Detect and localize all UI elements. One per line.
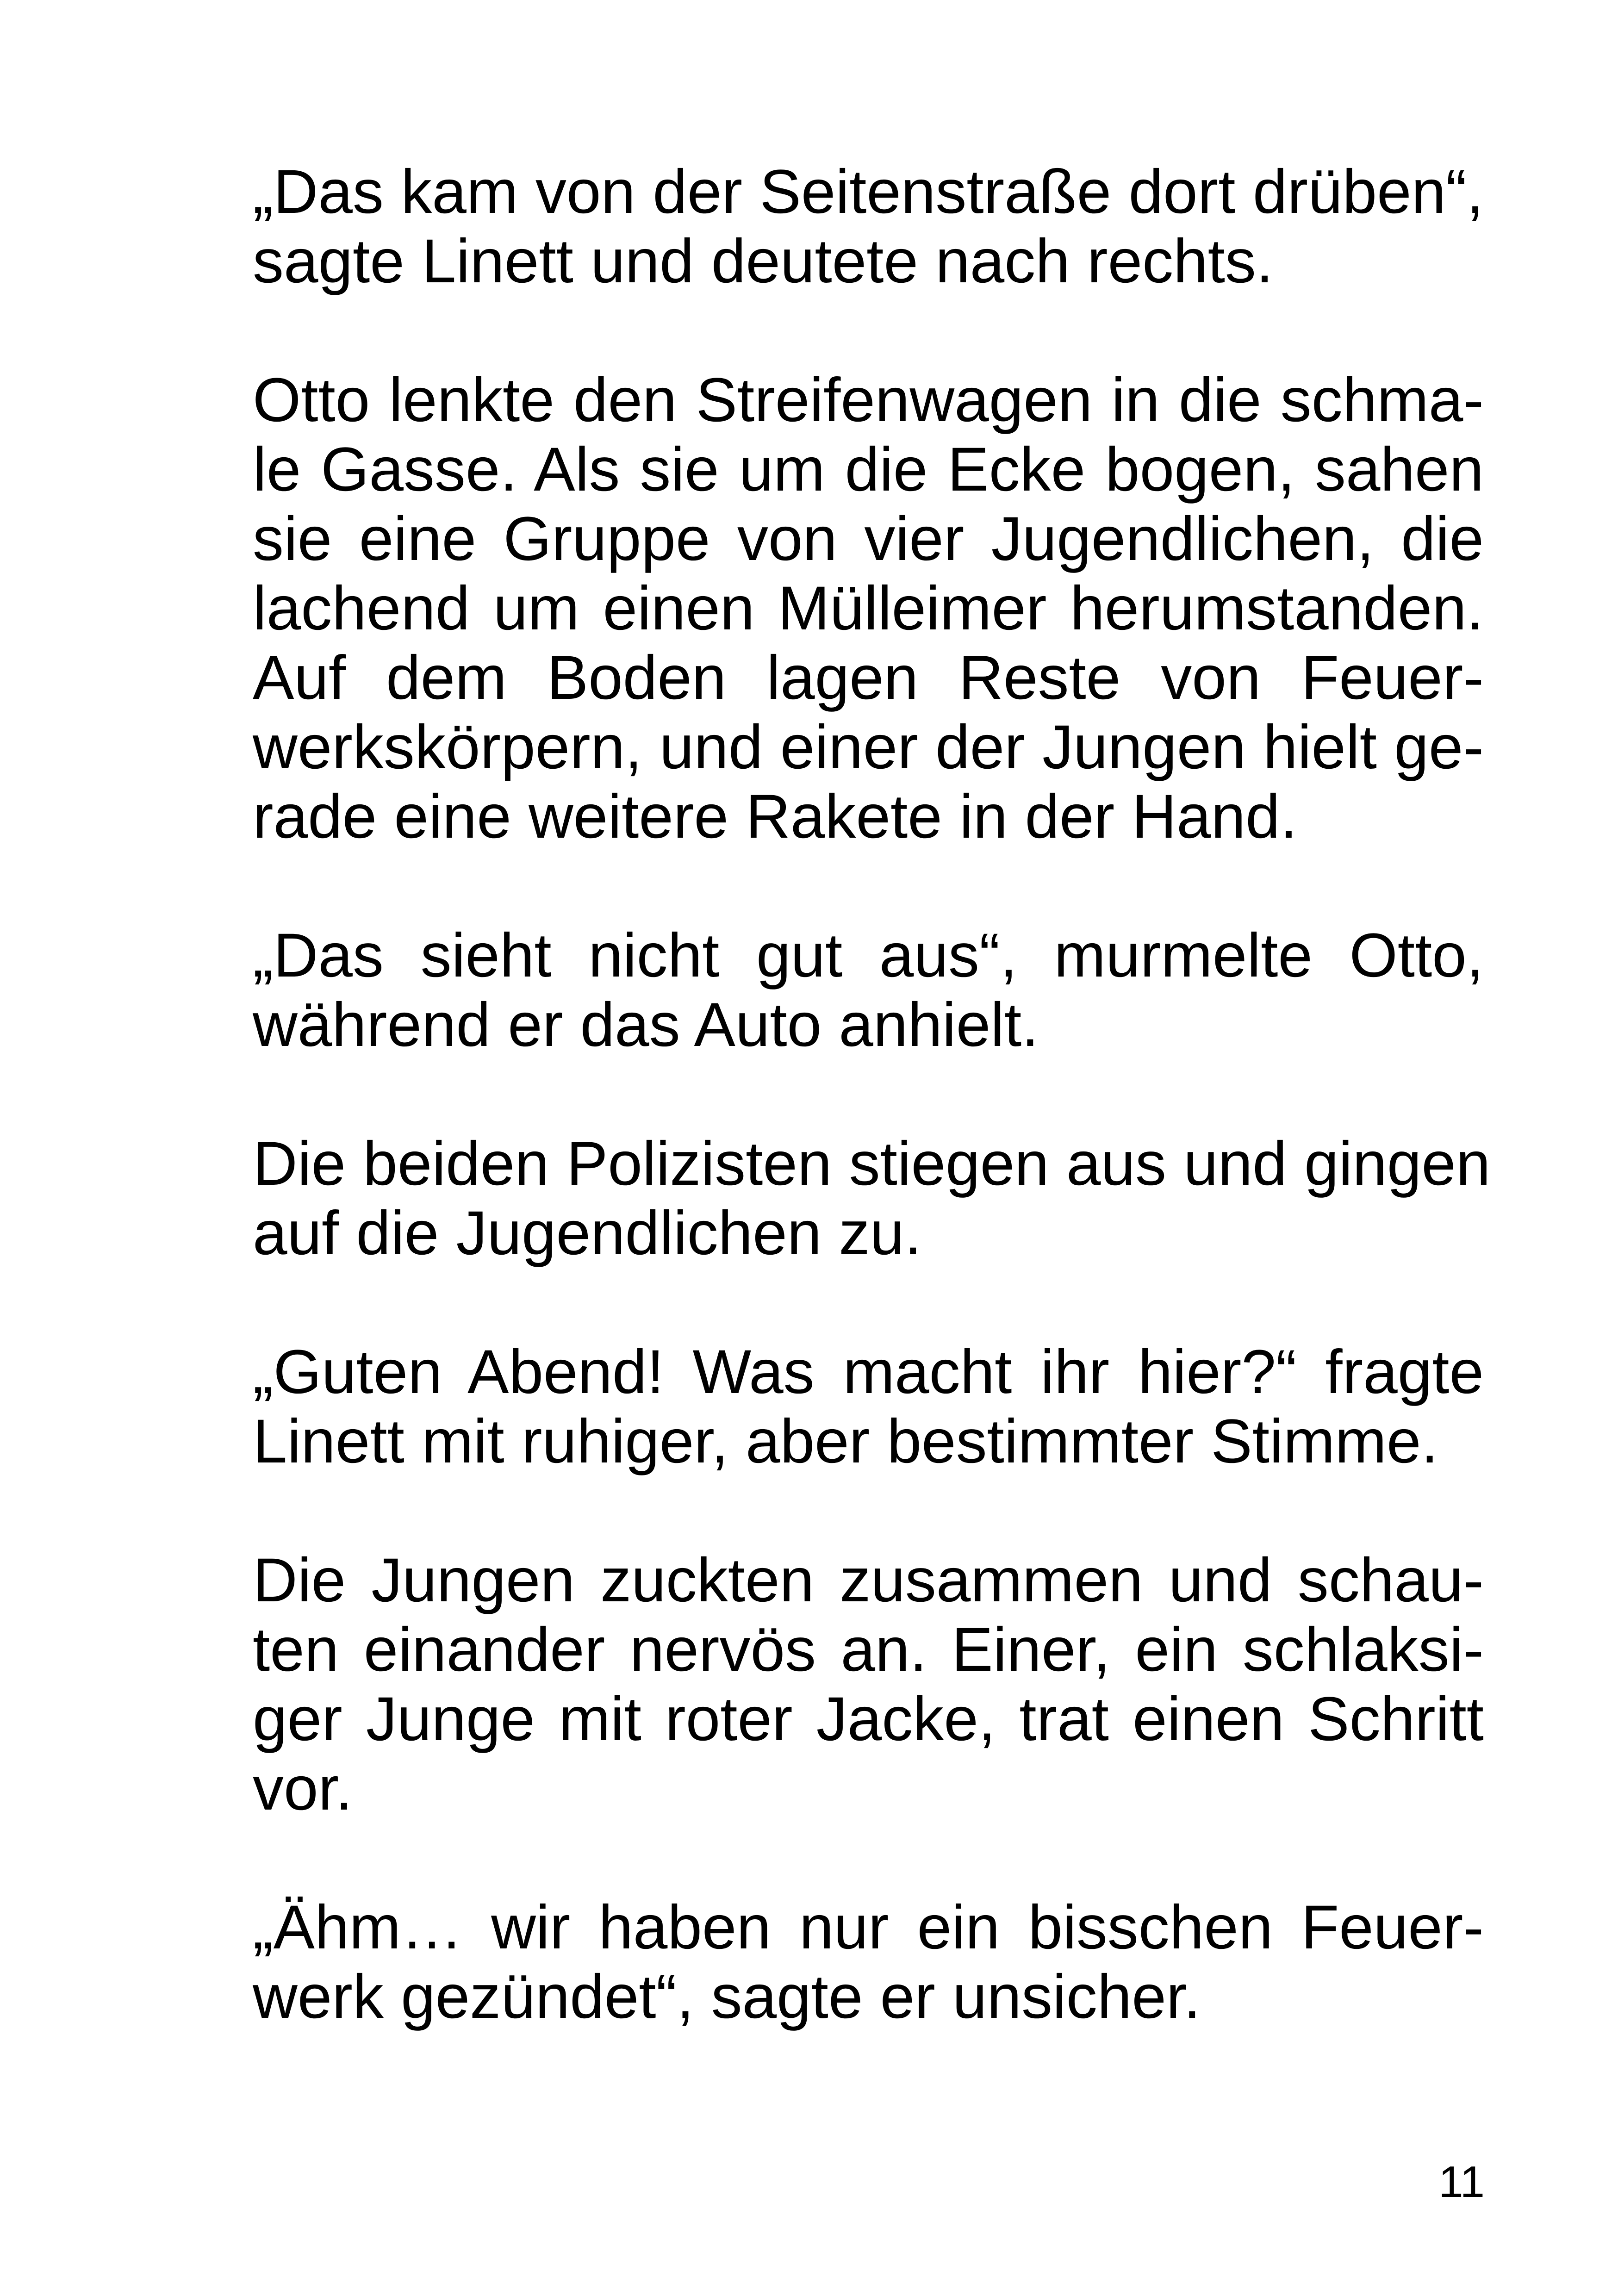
paragraph [253, 366, 1484, 852]
paragraph [253, 1338, 1484, 1476]
paragraph [253, 1546, 1484, 1823]
text-line: Auf dem Boden lagen Reste von Feuer- [253, 643, 1484, 712]
text-line: „Guten Abend! Was macht ihr hier?“ fragte [253, 1338, 1484, 1406]
text-line: „Ähm… wir haben nur ein bisschen Feuer- [253, 1893, 1484, 1962]
text-line: „Das kam von der Seitenstraße dort drüben“, [253, 157, 1484, 226]
paragraph [253, 157, 1484, 296]
text-line: ger Junge mit roter Jacke, trat einen Schritt [253, 1685, 1484, 1754]
text-line: werk gezündet“, sagte er unsicher. [253, 1962, 1201, 2031]
text-line: sie eine Gruppe von vier Jugendlichen, die [253, 504, 1484, 573]
text-line: sagte Linett und deutete nach rechts. [253, 227, 1274, 296]
text-line: „Das sieht nicht gut aus“, murmelte Otto, [253, 921, 1484, 990]
text-line: lachend um einen Mülleimer herumstanden. [253, 574, 1484, 643]
text-line: auf die Jugendlichen zu. [253, 1199, 922, 1268]
text-line: Otto lenkte den Streifenwagen in die schma- [253, 366, 1484, 435]
body-text [253, 157, 1491, 2101]
text-line: Die Jungen zuckten zusammen und schau- [253, 1546, 1484, 1615]
text-line: während er das Auto anhielt. [253, 990, 1039, 1059]
text-line: le Gasse. Als sie um die Ecke bogen, sahen [253, 435, 1484, 504]
text-line: werkskörpern, und einer der Jungen hielt ge- [253, 713, 1484, 782]
paragraph [253, 921, 1484, 1060]
paragraph [253, 1893, 1484, 2032]
text-line: rade eine weitere Rakete in der Hand. [253, 782, 1297, 851]
text-line: vor. [253, 1754, 353, 1823]
paragraph [253, 1129, 1491, 1268]
text-line: Die beiden Polizisten stiegen aus und gingen [253, 1129, 1491, 1198]
text-line: ten einander nervös an. Einer, ein schlaksi- [253, 1615, 1484, 1684]
text-line: Linett mit ruhiger, aber bestimmter Stimme. [253, 1407, 1438, 1476]
page-number: 11 [1438, 2157, 1485, 2207]
